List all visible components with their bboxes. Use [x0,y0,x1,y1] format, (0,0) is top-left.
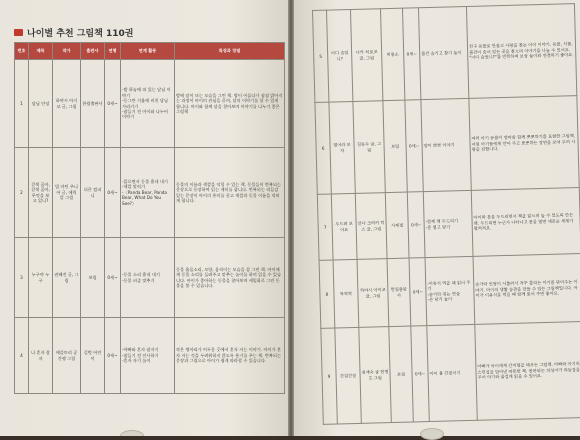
cell-activity: -이유식 먹을 때 읽어 주기 -숟가락 쥐는 연습 -손 닦기 놀이 [425,256,475,325]
cell-publisher: 보림 [81,238,105,318]
cell-no: 5 [313,10,329,102]
cell-title: 어디 숨었니? [327,9,353,102]
table-row [321,322,580,425]
cell-author: 안나 크라카 히스 글, 그림 [355,193,387,260]
header-age: 연령 [105,43,121,60]
cell-title: 갈색 곰아, 갈색 곰아, 무엇을 보고 있니? [29,148,53,238]
table-header-row [15,43,285,60]
cell-publisher: 한림출판사 [387,258,411,327]
book-icon [14,29,23,36]
cell-desc: 밤에 달이 뜨는 모습을 그린 책. 밤이 어둡다가 점점 밝아지는 과정이 아이의 관심을 끌며, 달의 이야기를 할 수 있게 합니다. 아이와 함께 달을 찾아보며 이야기를 나누기 좋은 그림책 [175,60,285,148]
binding-ring [120,430,144,436]
cell-publisher: 길벗 어린이 [81,318,105,394]
cell-title: 나 혼자 잘 자 [29,318,53,394]
table-row [313,4,577,103]
cell-age: 0세~ [105,148,121,238]
right-table [312,3,580,425]
cell-desc: 작은 병아리가 어두운 곳에서 혼자 자는 이야기. 아이가 혼자 자는 것을 두려워하지 않도록 용기를 주는 책. 반복되는 문장과 그림으로 아이가 쉽게 따라할 수 있습니다. [175,318,285,394]
table-row [315,96,579,195]
cell-age: 0세~ [105,60,121,148]
cell-author: 권혜진 글, 그림 [53,238,81,318]
cell-title: 싹싹싹 [333,259,359,328]
header-title: 제목 [29,43,53,60]
cell-no: 1 [15,60,29,148]
table-row [317,188,580,261]
cell-title: 달님 안녕 [29,60,53,148]
cell-age: 0세~ [105,318,121,394]
cell-author: 하야시 아키코 글, 그림 [53,60,81,148]
cell-activity: -아빠와 혼자 잠자기 -잠들기 전 인사하기 -혼자 자기 놀이 [121,318,175,394]
cell-desc: 아이와 문을 두드리면서 책을 읽으며 놀 수 있도록 만든 책. 두드리면 누군가 나타나고 문을 열면 새로운 세계가 펼쳐져요. [471,188,580,257]
cell-no: 2 [15,148,29,238]
cell-author: 나카 히로코 글, 그림 [350,9,382,102]
page-title [14,26,133,39]
header-activity: 연계 활동 [121,43,175,60]
binding-ring [420,428,444,440]
table-row [15,238,285,318]
cell-activity: -함께 책 두드리기 -문 열고 닫기 [423,190,473,257]
table-row [15,148,285,238]
cell-desc: 손가락 인형이 서툴러서 자꾸 흘리는 아기를 닦아주는 이야기. 아이의 생활 습관을 만들 수 있는 그림책입니다. 아이가 이유식을 먹을 때 함께 읽어 주면 좋아요. [473,254,580,325]
table-row [15,318,285,394]
cell-age: 0세~ [105,238,121,318]
cell-no: 8 [319,260,335,328]
cell-age: 0세~ [409,258,427,326]
cell-author: 최재숙 글 한병호 그림 [359,327,392,424]
table-row [319,254,580,329]
cell-activity: 물건 숨기고 찾기 놀이 [418,6,468,99]
cell-publisher: 비룡소 [380,8,404,101]
cell-no: 7 [317,194,333,260]
cell-activity: -밤 하늘에 떠 있는 달님 이야기 -동그란 거울에 비친 달님 가리키기 -잠들기 전 아이와 나누어 이야기 [121,60,175,148]
cell-publisher: 보림 [389,326,414,423]
cell-activity: 아이 몸 간질이기 [427,324,477,421]
cell-no: 4 [15,318,29,394]
cell-desc: 친구 동물로 만들고 사랑을 찾는 아이 이야기. 동물, 식물, 물건이 숨어 있는 곳을 찾으며 이야기를 나눌 수 있어요. "어디 숨었니?"를 반복하며 보상 놀이와 연결하기 좋아요. [466,4,576,99]
cell-activity: -동물 소리 흉내 내기 -동물 퍼즐 맞추기 [121,238,175,318]
cell-desc: 동물 울음소리, 모양, 움직이는 모습을 잘 그린 책. 아이에게 동물 소리를 들려주고 맞추는 놀이를 하며 읽을 수 있습니다. 아이가 좋아하는 동물을 찾아보며 세밀화로 그린 동물을 볼 수 있습니다. [175,238,285,318]
cell-author: 김동수 글, 그림 [353,101,385,194]
cell-title: 누구야 누구 [29,238,53,318]
cell-age: 0세~ [402,8,420,100]
cell-no: 9 [321,328,338,424]
cell-no: 6 [315,102,331,194]
table-row [15,60,285,148]
cell-age: 0세~ [405,100,423,192]
header-author: 작가 [53,43,81,60]
cell-title: 열어라 보자 [329,101,355,194]
cell-author: 애플트리 공간쟁 그림 [53,318,81,394]
cell-desc: 동물의 이름과 색깔을 익힐 수 있는 책. 동물들이 반복되는 문장으로 등장하여 읽는 재미를 줍니다. 반복되는 리듬감 있는 문장이 아이의 흥미를 끌고 색깔과 동물 이름을 익히게 합니다. [175,148,285,238]
cell-age: 0세~ [411,326,430,422]
cell-age: 0세~ [407,192,425,258]
cell-author: 빌 마틴 주니어 글, 에릭 칼 그림 [53,148,81,238]
cell-activity: -읽으면서 동물 흉내 내기 -색깔 맞히기 -〈Panda Bear, Panda Bear, What Do You See?〉 [121,148,175,238]
cell-publisher: 한림출판사 [81,60,105,148]
cell-publisher: 사계절 [385,192,409,259]
cell-activity: 양이 뽀뽀 이야기 [421,98,471,191]
cell-no: 3 [15,238,29,318]
header-desc: 특징과 장점 [175,43,285,60]
cell-title: 간질간질 [335,327,362,424]
cell-title: 두드려 보아요 [331,193,357,260]
cell-desc: 여러 아기 동물이 엄마와 함께 뽀뽀하기를 표현한 그림책. 어린 아기들에게 안아 주고 뽀뽀하는 장면을 보여 주며 사랑을 전합니다. [469,96,579,191]
cell-desc: 아빠가 아이에게 간지럼을 태우는 그림책. 아빠와 아기의 스킨십을 담아낸 따뜻한 책. 반복되는 의성어가 리듬감을 주어 아기와 즐겁게 읽을 수 있어요. [475,322,580,421]
cell-publisher: 보림 [383,100,407,193]
header-publisher: 출판사 [81,43,105,60]
title-text: 나이별 추천 그림책 110권 [27,29,134,39]
left-page [0,0,288,436]
cell-publisher: 더큰 컴퍼니 [81,148,105,238]
header-no: 번호 [15,43,29,60]
cell-author: 하야시 아키코 글, 그림 [357,259,389,328]
left-table [14,42,285,394]
